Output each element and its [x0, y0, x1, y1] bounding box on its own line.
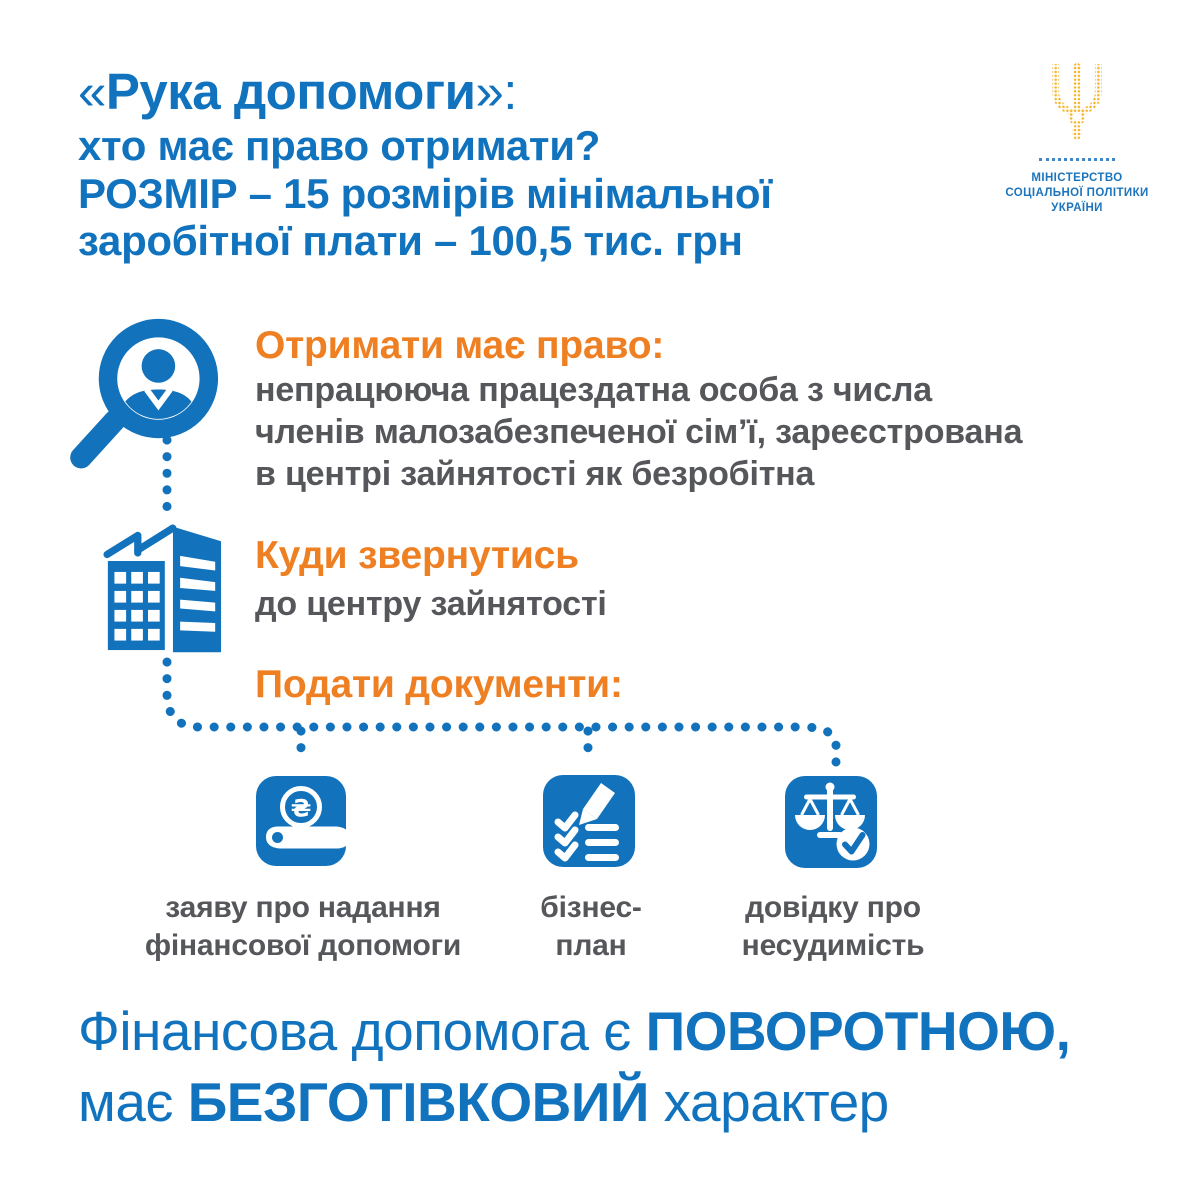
- logo-dotted-divider: [1039, 158, 1115, 161]
- document-label-line: несудимість: [741, 929, 925, 962]
- documents-heading: Подати документи:: [255, 663, 623, 706]
- svg-text:₴: ₴: [290, 794, 312, 823]
- title-line-3: РОЗМІР – 15 розмірів мінімальної: [78, 169, 772, 217]
- footer-line-1: Фінансова допомога є ПОВОРОТНОЮ,: [78, 1000, 1071, 1062]
- document-label-line: фінансової допомоги: [144, 929, 462, 962]
- where-heading: Куди звернутись: [255, 534, 579, 577]
- document-label-line: бізнес-: [540, 891, 642, 924]
- title-line-2: хто має право отримати?: [78, 122, 601, 169]
- title-line-4: заробітної плати – 100,5 тис. грн: [78, 217, 743, 264]
- eligibility-heading: Отримати має право:: [255, 324, 665, 367]
- document-label: [508, 889, 674, 965]
- eligibility-body-line: непрацююча працездатна особа з числа: [255, 371, 932, 409]
- footer-line-2: має БЕЗГОТІВКОВИЙ характер: [78, 1071, 889, 1133]
- document-label: [138, 889, 468, 965]
- business-plan-checklist-icon: [541, 773, 641, 873]
- eligibility-body: [255, 369, 1022, 495]
- magnifier-person-icon: [66, 308, 234, 476]
- document-label-line: довідку про: [745, 891, 921, 924]
- document-label-line: план: [555, 929, 627, 962]
- eligibility-body-line: в центрі зайнятості як безробітна: [255, 455, 815, 493]
- ministry-logo: [1003, 58, 1151, 216]
- document-label: [708, 889, 958, 965]
- criminal-record-scales-icon: [783, 774, 883, 874]
- hryvnia-scroll-icon: [252, 774, 364, 874]
- page-title: [78, 62, 772, 265]
- title-line-1: «Рука допомоги»:: [78, 63, 517, 120]
- where-body: до центру зайнятості: [255, 585, 607, 623]
- document-label-line: заяву про надання: [165, 891, 441, 924]
- footer-headline: [78, 996, 1158, 1138]
- logo-text-line: СОЦІАЛЬНОЇ ПОЛІТИКИ: [1005, 187, 1149, 199]
- logo-text-line: УКРАЇНИ: [1051, 202, 1103, 214]
- eligibility-body-line: членів малозабезпеченої сім’ї, зареєстрована: [255, 413, 1023, 451]
- logo-text-line: МІНІСТЕРСТВО: [1031, 172, 1123, 184]
- ministry-trident-logo-icon: [1046, 58, 1108, 144]
- employment-center-building-icon: [94, 512, 240, 664]
